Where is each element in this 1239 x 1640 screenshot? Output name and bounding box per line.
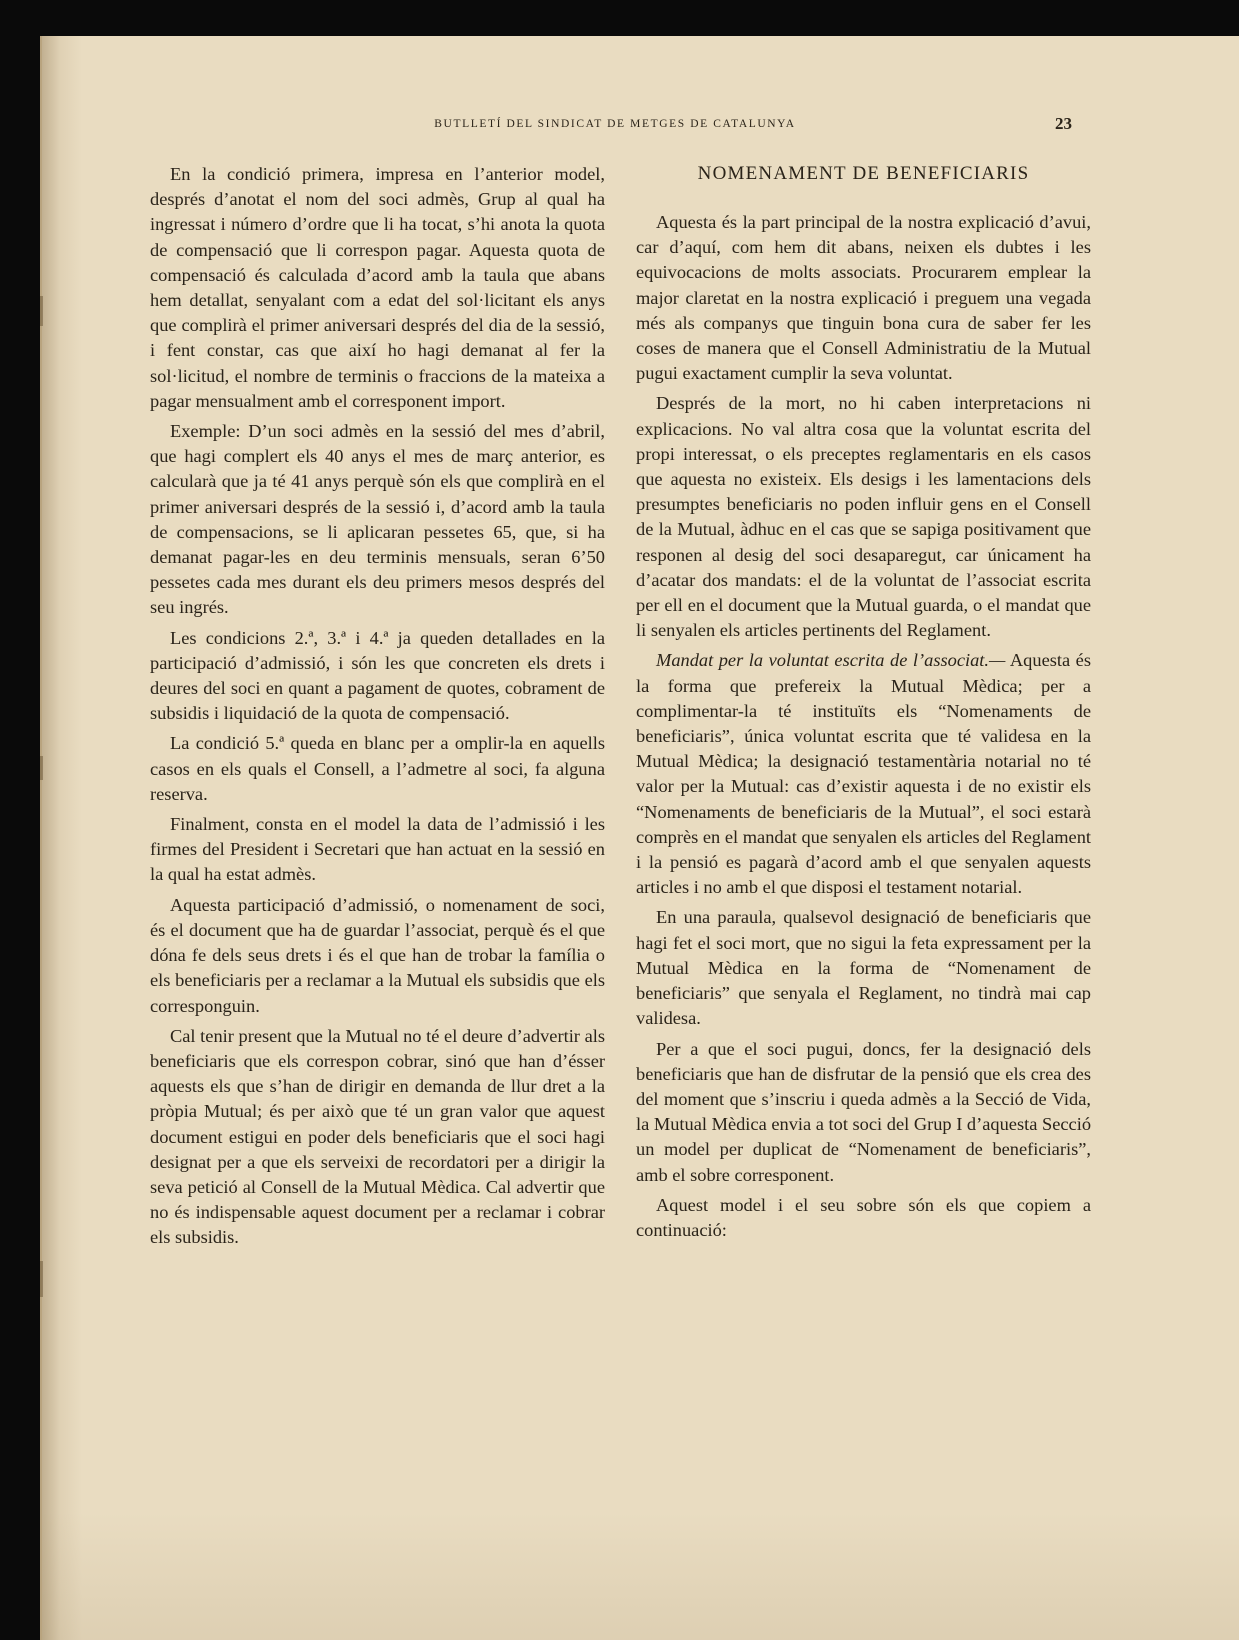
paragraph: Aquesta participació d’admissió, o nomenament de soci, és el document que ha de guardar l’associat, perquè és el que dóna fe dels seus drets i és el que han de trobar la família o els beneficiaris per a reclamar a la Mutual els subsidis que els corresponguin. [150,894,605,1016]
paragraph: En la condició primera, impresa en l’anterior model, després d’anotat el nom del soci admès, Grup al qual ha ingressat i número d’ordre que li ha tocat, s’hi anota la quota de compensació que li correspon pagar. Aquesta quota de compensació és calculada d’acord amb la taula que abans hem detallat, senyalant com a edat del sol·licitant els anys que complirà el primer aniversari després del dia de la sessió, i fent constar, cas que així ho hagi demanat al fer la sol·licitud, el nombre de terminis o fraccions de la mateixa a pagar mensualment amb el corresponent import. [150,164,605,411]
page-number: 23 [1055,114,1072,133]
paragraph: En una paraula, qualsevol designació de beneficiaris que hagi fet el soci mort, que no sigui la feta expressament per la Mutual Mèdica en la forma de “Nomenament de beneficiaris” que senyala el Reglament, no tindrà mai cap validesa. [636,907,1091,1029]
binding-mark [40,756,43,780]
section-heading: NOMENAMENT DE BENEFICIARIS [697,163,1030,184]
paragraph: Exemple: D’un soci admès en la sessió del mes d’abril, que hagi complert els 40 anys el mes de març anterior, es calcularà que ja té 41 anys perquè són els que complirà en el primer aniversari després de la sessió i, d’acord amb la taula de compensacions, se li aplicaran pessetes 65, que, si ha demanat pagar-les en deu terminis mensuals, seran 6’50 pessetes cada mes durant els deu primers mesos després del seu ingrés. [150,421,605,618]
binding-mark [40,1261,43,1297]
italic-lead-in: Mandat per la voluntat escrita de l’associat.— [656,650,1006,671]
running-header [150,116,1080,136]
paragraph [636,648,1091,900]
paragraph: Per a que el soci pugui, doncs, fer la designació dels beneficiaris que han de disfrutar de la pensió que els crea des del moment que s’inscriu i queda admès a la Secció de Vida, la Mutual Mèdica envia a tot soci del Grup I d’aquesta Secció un model per duplicat de “Nomenament de beneficiaris”, amb el sobre corresponent. [636,1038,1092,1185]
running-title: BUTLLETÍ DEL SINDICAT DE METGES DE CATALUNYA [434,118,796,130]
left-column [150,162,605,1256]
paragraph: Finalment, consta en el model la data de l’admissió i les firmes del President i Secretari que han actuat en la sessió en la qual ha estat admès. [150,814,605,885]
paragraph: La condició 5.ª queda en blanc per a omplir-la en aquells casos en els quals el Consell, a l’admetre al soci, fa alguna reserva. [150,733,605,804]
paragraph: Després de la mort, no hi caben interpretacions ni explicacions. No val altra cosa que la voluntat escrita del propi interessat, o els preceptes reglamentaris en els casos que aquesta no existeix. Els desigs i les lamentacions dels presumptes beneficiaris no poden influir gens en el Consell de la Mutual, àdhuc en el cas que se sapiga positivament que responen al desig del soci desaparegut, car únicament ha d’acatar dos mandats: el de la voluntat de l’associat escrita per ell en el document que la Mutual guarda, o el mandat que li senyalen els articles pertinents del Reglament. [636,393,1091,641]
paragraph: Cal tenir present que la Mutual no té el deure d’advertir als beneficiaris que els correspon cobrar, sinó que han d’ésser aquests els que s’han de dirigir en demanda de llur dret a la pròpia Mutual; és per això que té un gran valor que aquest document estigui en poder dels beneficiaris que el soci hagi designat per a que els serveixi de recordatori per a dirigir la seva petició al Consell de la Mutual Mèdica. Cal advertir que no és indispensable aquest document per a reclamar i cobrar els subsidis. [150,1025,605,1248]
paragraph: Les condicions 2.ª, 3.ª i 4.ª ja queden detallades en la participació d’admissió, i són les que concreten els drets i deures del soci en quant a pagament de quotes, cobrament de subsidis i liquidació de la quota de compensació. [150,627,605,724]
paragraph: Aquest model i el seu sobre són els que copiem a continuació: [636,1194,1091,1240]
paragraph: Aquesta és la part principal de la nostra explicació d’avui, car d’aquí, com hem dit abans, neixen els dubtes i les equivocacions de molts associats. Procurarem emplear la major claretat en la nostra explicació i preguem una vegada més als companys que tinguin bona cura de saber fer les coses de manera que el Consell Administratiu de la Mutual pugui exactament cumplir la seva voluntat. [636,212,1091,384]
binding-mark [40,296,43,326]
right-column [636,162,1091,1248]
paragraph-text: Aquesta és la forma que prefereix la Mutual Mèdica; per a complimentar-la té instituïts els “Nomenaments de beneficiaris”, única voluntat escrita que té validesa en la Mutual Mèdica; la designació testamentària notarial no té valor per la Mutual: cas d’existir aquesta i de no existir els “Nomenaments de beneficiaris de la Mutual”, el soci estarà comprès en el mandat que senyalen els articles del Reglament i la pensió es pagarà d’acord amb el que senyalen aquests articles i no amb el que disposi el testament notarial. [636,650,1092,898]
